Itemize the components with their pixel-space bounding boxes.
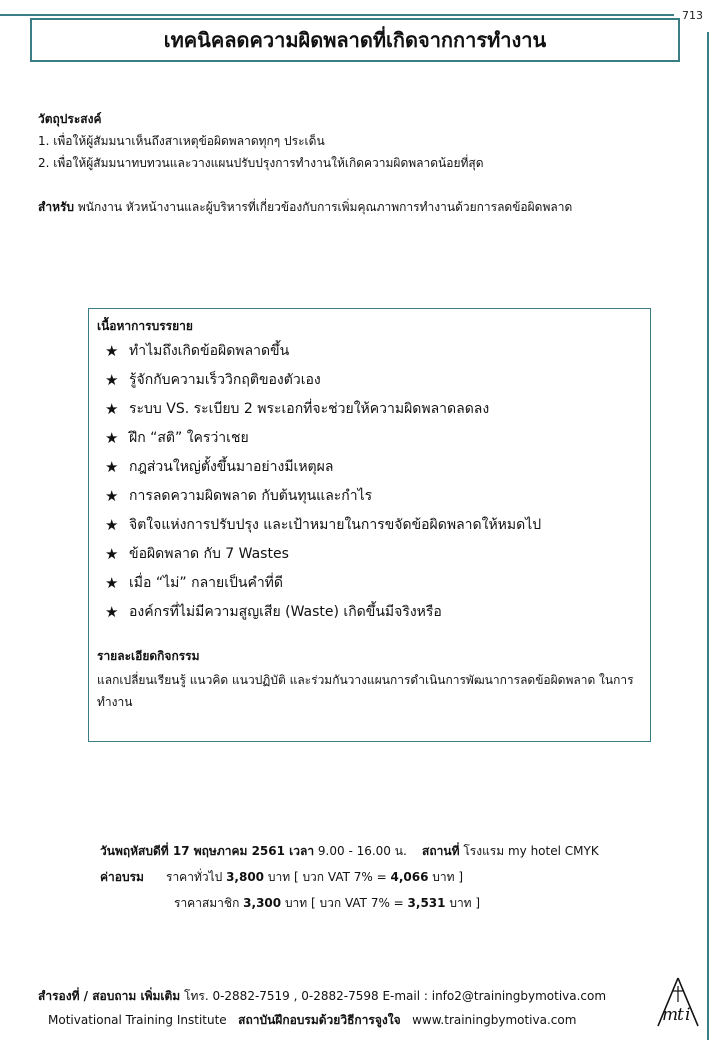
member-price-row (100, 890, 700, 916)
institute-th: สถาบันฝึกอบรมด้วยวิธีการจูงใจ (238, 1013, 401, 1027)
topic-text: ระบบ VS. ระเบียบ 2 พระเอกที่จะช่วยให้ความผิดพลาดลดลง (129, 401, 490, 417)
member-price-total: 3,531 (407, 896, 446, 910)
general-price: 3,800 (226, 870, 265, 884)
topic-text: เมื่อ “ไม่” กลายเป็นคำที่ดี (129, 575, 284, 591)
objective-item: 1. เพื่อให้ผู้สัมมนาเห็นถึงสาเหตุข้อผิดพลาดทุกๆ ประเด็น (38, 134, 325, 148)
time-value: 9.00 - 16.00 น. (314, 844, 407, 858)
institute-en: Motivational Training Institute (48, 1013, 227, 1027)
star-icon: ★ (105, 371, 119, 389)
list-item (97, 366, 640, 395)
mti-logo (654, 976, 702, 1028)
topic-text: กฎส่วนใหญ่ตั้งขึ้นมาอย่างมีเหตุผล (129, 459, 334, 475)
list-item (97, 395, 640, 424)
fee-label: ค่าอบรม (100, 870, 144, 884)
topic-text: ข้อผิดพลาด กับ 7 Wastes (129, 546, 289, 562)
list-item (97, 424, 640, 453)
star-icon: ★ (105, 516, 119, 534)
page-title: เทคนิคลดความผิดพลาดที่เกิดจากการทำงาน (163, 28, 547, 52)
audience-label: สำหรับ (38, 200, 75, 214)
member-price-end: บาท ] (445, 896, 481, 910)
star-icon: ★ (105, 342, 119, 360)
star-icon: ★ (105, 400, 119, 418)
topic-text: จิตใจแห่งการปรับปรุง และเป้าหมายในการขจัดข้อผิดพลาดให้หมดไป (129, 517, 542, 533)
topic-text: ฝึก “สติ” ใครว่าเชย (129, 430, 249, 446)
content-box (88, 308, 651, 742)
topic-text: การลดความผิดพลาด กับต้นทุนและกำไร (129, 488, 373, 504)
content-heading: เนื้อหาการบรรยาย (97, 319, 193, 333)
objectives-heading: วัตถุประสงค์ (38, 112, 102, 126)
right-frame-line (707, 32, 709, 1040)
contact-info: โทร. 0-2882-7519 , 0-2882-7598 E-mail : info2@trainingbymotiva.com (180, 989, 607, 1003)
general-price-total: 4,066 (390, 870, 429, 884)
topic-text: รู้จักกับความเร็ววิกฤติของตัวเอง (129, 372, 321, 388)
institute-row (38, 1008, 668, 1032)
list-item (97, 540, 640, 569)
svg-text:i: i (685, 1005, 691, 1025)
date-label: วันพฤหัสบดีที่ 17 พฤษภาคม 2561 เวลา (100, 844, 315, 858)
general-price-end: บาท ] (428, 870, 464, 884)
star-icon: ★ (105, 487, 119, 505)
page-number: 713 (682, 9, 703, 22)
date-row (100, 838, 700, 864)
list-item (97, 453, 640, 482)
activity-description: แลกเปลี่ยนเรียนรู้ แนวคิด แนวปฏิบัติ และร่วมกันวางแผนการดำเนินการพัฒนาการลดข้อผิดพลาด ในการทำงาน (97, 673, 634, 709)
footer (38, 984, 668, 1032)
intro-section (38, 108, 678, 218)
list-item (97, 598, 640, 627)
topic-text: องค์กรที่ไม่มีความสูญเสีย (Waste) เกิดขึ้นมีจริงหรือ (129, 604, 442, 620)
general-price-mid: บาท [ บวก VAT 7% = (264, 870, 391, 884)
venue-label: สถานที่ (422, 844, 460, 858)
member-price-prefix: ราคาสมาชิก (174, 896, 244, 910)
list-item (97, 569, 640, 598)
booking-label: สำรองที่ / สอบถาม เพิ่มเติม (38, 989, 181, 1003)
topic-list (97, 337, 640, 627)
audience-text: พนักงาน หัวหน้างานและผู้บริหารที่เกี่ยวข้องกับการเพิ่มคุณภาพการทำงานด้วยการลดข้อผิดพลาด (74, 200, 573, 214)
objective-item: 2. เพื่อให้ผู้สัมมนาทบทวนและวางแผนปรับปรุงการทำงานให้เกิดความผิดพลาดน้อยที่สุด (38, 156, 484, 170)
svg-text:m: m (662, 1005, 679, 1025)
title-box (30, 18, 680, 62)
top-frame-line (0, 14, 674, 16)
svg-text:t: t (677, 1005, 684, 1025)
general-price-row (100, 864, 700, 890)
list-item (97, 337, 640, 366)
member-price-mid: บาท [ บวก VAT 7% = (281, 896, 408, 910)
topic-text: ทำไมถึงเกิดข้อผิดพลาดขึ้น (129, 343, 290, 359)
member-price: 3,300 (243, 896, 282, 910)
website-link[interactable]: www.trainingbymotiva.com (412, 1013, 577, 1027)
star-icon: ★ (105, 603, 119, 621)
venue-value: โรงแรม my hotel CMYK (459, 844, 599, 858)
audience-line (38, 196, 678, 218)
star-icon: ★ (105, 574, 119, 592)
schedule-section (100, 838, 700, 916)
list-item (97, 511, 640, 540)
star-icon: ★ (105, 458, 119, 476)
general-price-prefix: ราคาทั่วไป (166, 870, 227, 884)
contact-row (38, 984, 668, 1008)
list-item (97, 482, 640, 511)
activity-heading: รายละเอียดกิจกรรม (97, 649, 200, 663)
star-icon: ★ (105, 545, 119, 563)
star-icon: ★ (105, 429, 119, 447)
